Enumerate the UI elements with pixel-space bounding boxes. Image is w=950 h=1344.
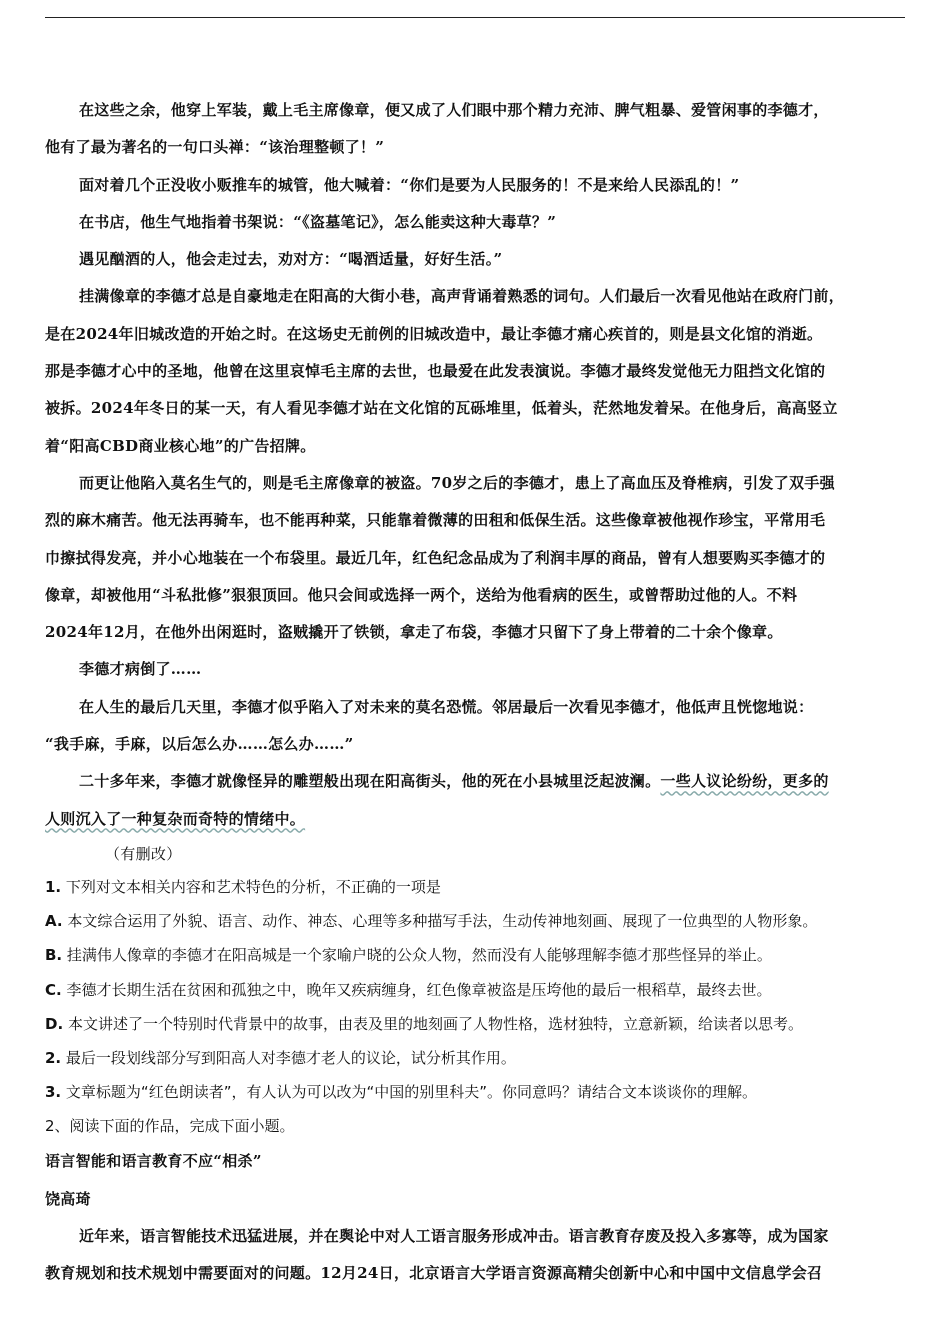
story-line: 那是李德才心中的圣地，他曾在这里哀悼毛主席的去世，也最爱在此发表演说。李德才最终发觉他无力阻挡文化馆的 bbox=[45, 362, 826, 381]
article-line: 教育规划和技术规划中需要面对的问题。12月24日，北京语言大学语言资源高精尖创新中心和中国中文信息学会召 bbox=[45, 1264, 823, 1283]
question-text: 下列对文本相关内容和艺术特色的分析，不正确的一项是 bbox=[65, 877, 441, 896]
option-letter: C. bbox=[45, 980, 62, 999]
section-2-heading: 2、阅读下面的作品，完成下面小题。 bbox=[45, 1117, 295, 1136]
article bbox=[45, 1143, 905, 1292]
story-line: 在这些之余，他穿上军装，戴上毛主席像章，便又成了人们眼中那个精力充沛、脾气粗暴、爱管闲事的李德才， bbox=[79, 101, 829, 119]
question-number: 1. bbox=[45, 877, 62, 896]
story-line: 2024年12月，在他外出闲逛时，盗贼撬开了铁锁，拿走了布袋，李德才只留下了身上带着的二十余个像章。 bbox=[45, 623, 783, 642]
question-number: 3. bbox=[45, 1083, 62, 1102]
option-a bbox=[45, 904, 905, 938]
story-line: 是在2024年旧城改造的开始之时。在这场史无前例的旧城改造中，最让李德才痛心疾首的，则是县文化馆的消逝。 bbox=[45, 324, 823, 343]
option-letter: D. bbox=[45, 1014, 64, 1033]
story-line bbox=[45, 763, 905, 800]
option-text: 本文讲述了一个特别时代背景中的故事，由表及里的地刻画了人物性格，选材独特，立意新颖，给读者以思考。 bbox=[67, 1014, 803, 1033]
story-line: 面对着几个正没收小贩推车的城管，他大喊着：“你们是要为人民服务的！不是来给人民添乱的！” bbox=[79, 175, 740, 194]
question-2 bbox=[45, 1041, 905, 1075]
article-line: 近年来，语言智能技术迅猛进展，并在舆论中对人工语言服务形成冲击。语言教育存废及投入多寡等，成为国家 bbox=[79, 1227, 829, 1246]
story-text bbox=[45, 92, 905, 870]
option-b bbox=[45, 938, 905, 972]
page-body bbox=[45, 92, 905, 1293]
story-line bbox=[45, 801, 905, 838]
story-line: 烈的麻木痛苦。他无法再骑车，也不能再种菜，只能靠着微薄的田租和低保生活。这些像章被他视作珍宝，平常用毛 bbox=[45, 511, 826, 530]
story-line: 挂满像章的李德才总是自豪地走在阳高的大街小巷，高声背诵着熟悉的词句。人们最后一次看见他站在政府门前， bbox=[79, 287, 845, 306]
story-line: 李德才病倒了…… bbox=[79, 660, 202, 679]
story-line: “我手麻，手麻，以后怎么办……怎么办……” bbox=[45, 735, 354, 754]
option-letter: B. bbox=[45, 946, 63, 965]
underlined-passage: 人则沉入了一种复杂而奇特的情绪中。 bbox=[45, 809, 306, 828]
story-line: 被拆。2024年冬日的某一天，有人看见李德才站在文化馆的瓦砾堆里，低着头，茫然地发着呆。在他身后，高高竖立 bbox=[45, 399, 838, 418]
question-3 bbox=[45, 1075, 905, 1109]
question-text: 文章标题为“红色朗读者”，有人认为可以改为“中国的别里科夫”。你同意吗？请结合文本谈谈你的理解。 bbox=[65, 1083, 758, 1102]
option-d bbox=[45, 1007, 905, 1041]
story-line: 着“阳高CBD商业核心地”的广告招牌。 bbox=[45, 436, 316, 455]
story-line: 而更让他陷入莫名生气的，则是毛主席像章的被盗。70岁之后的李德才，患上了高血压及脊椎病，引发了双手强 bbox=[79, 473, 835, 492]
story-line: 在书店，他生气地指着书架说：“《盗墓笔记》，怎么能卖这种大毒草？” bbox=[79, 212, 557, 231]
question-number: 2. bbox=[45, 1048, 62, 1067]
option-letter: A. bbox=[45, 912, 63, 931]
story-line: 像章，却被他用“斗私批修”狠狠顶回。他只会间或选择一两个，送给为他看病的医生，或曾帮助过他的人。不料 bbox=[45, 585, 798, 604]
article-title: 语言智能和语言教育不应“相杀” bbox=[45, 1152, 262, 1171]
source-note: （有删改） bbox=[105, 844, 182, 863]
option-text: 李德才长期生活在贫困和孤独之中，晚年又疾病缠身，红色像章被盗是压垮他的最后一根稻草，最终去世。 bbox=[66, 980, 772, 999]
story-line: 在人生的最后几天里，李德才似乎陷入了对未来的莫名恐慌。邻居最后一次看见李德才，他低声且恍惚地说： bbox=[79, 697, 814, 716]
questions bbox=[45, 870, 905, 1144]
story-line-part: 二十多年来，李德才就像怪异的雕塑般出现在阳高街头，他的死在小县城里泛起波澜。 bbox=[79, 772, 661, 791]
option-text: 挂满伟人像章的李德才在阳高城是一个家喻户晓的公众人物，然而没有人能够理解李德才那些怪异的举止。 bbox=[66, 946, 772, 965]
story-line: 遇见酗酒的人，他会走过去，劝对方：“喝酒适量，好好生活。” bbox=[79, 250, 503, 269]
story-line: 巾擦拭得发亮，并小心地装在一个布袋里。最近几年，红色纪念品成为了利润丰厚的商品，曾有人想要购买李德才的 bbox=[45, 548, 826, 567]
story-line: 他有了最为著名的一句口头禅：“该治理整顿了！” bbox=[45, 138, 385, 157]
article-author: 饶高琦 bbox=[45, 1189, 91, 1208]
underlined-passage: 一些人议论纷纷，更多的 bbox=[660, 772, 829, 791]
top-rule bbox=[45, 17, 905, 18]
question-text: 最后一段划线部分写到阳高人对李德才老人的议论，试分析其作用。 bbox=[65, 1048, 516, 1067]
option-c bbox=[45, 973, 905, 1007]
option-text: 本文综合运用了外貌、语言、动作、神态、心理等多种描写手法，生动传神地刻画、展现了一位典型的人物形象。 bbox=[67, 912, 818, 931]
question-1 bbox=[45, 870, 905, 904]
